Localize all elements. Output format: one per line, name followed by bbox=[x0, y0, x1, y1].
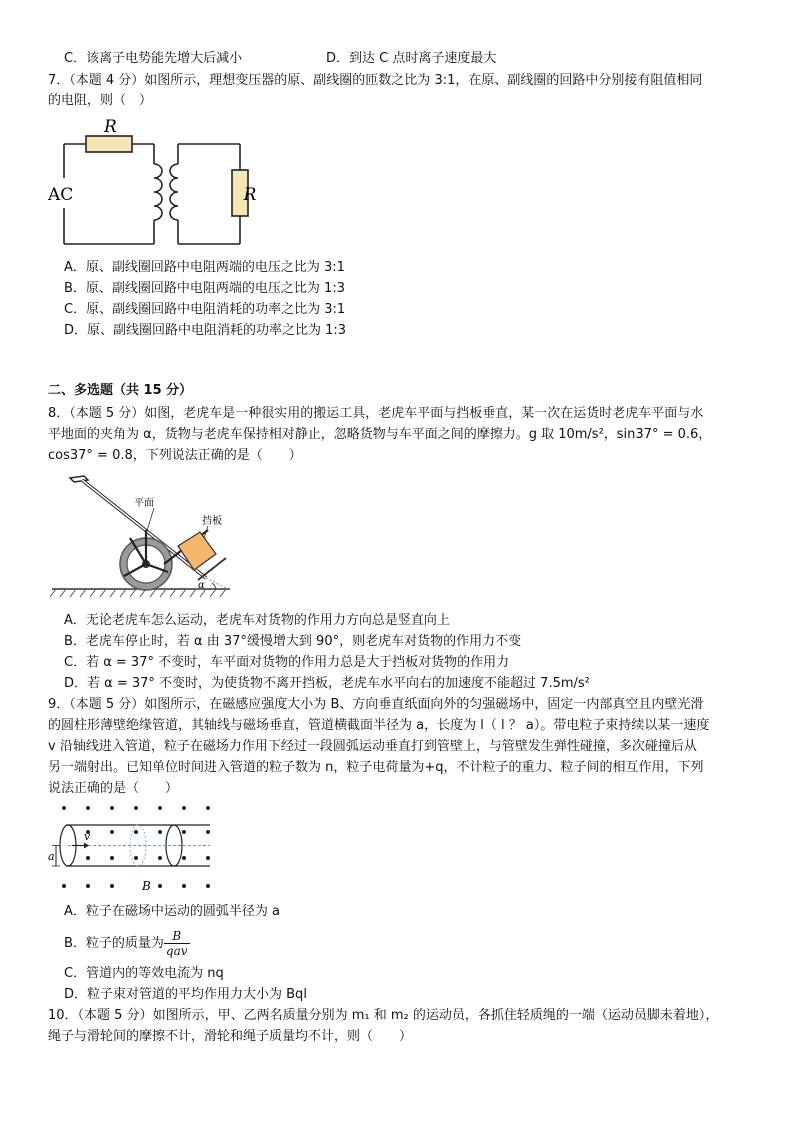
label-r-right: R bbox=[243, 185, 256, 205]
q9-stem-line5: 说法正确的是（ ） bbox=[48, 781, 179, 796]
q7-option-a: A．原、副线圈回路中电阻两端的电压之比为 3:1 bbox=[64, 260, 345, 275]
q9-option-c: C．管道内的等效电流为 nq bbox=[64, 966, 224, 981]
label-plane: 平面 bbox=[134, 498, 154, 509]
q7-option-b: B．原、副线圈回路中电阻两端的电压之比为 1:3 bbox=[64, 281, 345, 296]
q7-stem-line2: 的电阻，则（ ） bbox=[48, 93, 153, 108]
fraction-numerator: B bbox=[164, 929, 190, 944]
q10-stem-line2: 绳子与滑轮间的摩擦不计，滑轮和绳子质量均不计，则（ ） bbox=[48, 1029, 413, 1044]
q9-option-b-fraction bbox=[164, 929, 190, 958]
label-alpha: α bbox=[198, 580, 205, 591]
q8-stem-line3: cos37° = 0.8，下列说法正确的是（ ） bbox=[48, 448, 302, 463]
label-a: a bbox=[48, 850, 55, 863]
q9-stem-line1: 9．（本题 5 分）如图所示，在磁感应强度大小为 B、方向垂直纸面向外的匀强磁场中，固定一内部真空且内壁光滑 bbox=[48, 697, 704, 712]
q8-stem-line2: 平地面的夹角为 α，货物与老虎车保持相对静止，忽略货物与车平面之间的摩擦力。g 取 10m/s²，sin37° = 0.6， bbox=[48, 427, 712, 442]
q7-option-c: C．原、副线圈回路中电阻消耗的功率之比为 3:1 bbox=[64, 302, 346, 317]
q9-option-d: D．粒子束对管道的平均作用力大小为 Bql bbox=[64, 987, 307, 1002]
magnetic-tube-figure bbox=[46, 800, 226, 896]
q9-stem-line2: 的圆柱形薄壁绝缘管道，其轴线与磁场垂直，管道横截面半径为 a，长度为 l（ l ？ a）。带电粒子束持续以某一速度 bbox=[48, 718, 710, 733]
q8-option-d: D．若 α = 37° 不变时，为使货物不离开挡板，老虎车水平向右的加速度不能超过 7.5m/s² bbox=[64, 676, 590, 691]
q9-option-b-prefix: B．粒子的质量为 bbox=[64, 936, 164, 951]
q9-option-b bbox=[64, 927, 190, 961]
q6-option-d: D．到达 C 点时离子速度最大 bbox=[326, 51, 497, 66]
q8-stem-line1: 8．（本题 5 分）如图，老虎车是一种很实用的搬运工具，老虎车平面与挡板垂直，某一次在运货时老虎车平面与水 bbox=[48, 406, 704, 421]
q6-option-c: C．该离子电势能先增大后减小 bbox=[64, 51, 243, 66]
q10-stem-line1: 10．（本题 5 分）如图所示，甲、乙两名质量分别为 m₁ 和 m₂ 的运动员，各抓住轻质绳的一端（运动员脚未着地）， bbox=[48, 1008, 719, 1023]
q9-stem-line4: 另一端射出。已知单位时间进入管道的粒子数为 n，粒子电荷量为+q，不计粒子的重力、粒子间的相互作用，下列 bbox=[48, 760, 704, 775]
transformer-circuit-figure bbox=[46, 116, 256, 252]
label-b: B bbox=[142, 879, 151, 893]
q8-option-a: A．无论老虎车怎么运动，老虎车对货物的作用力方向总是竖直向上 bbox=[64, 613, 450, 628]
label-baffle: 挡板 bbox=[202, 516, 222, 527]
q9-option-a: A．粒子在磁场中运动的圆弧半径为 a bbox=[64, 904, 280, 919]
q7-option-d: D．原、副线圈回路中电阻消耗的功率之比为 1:3 bbox=[64, 323, 347, 338]
label-ac: AC bbox=[48, 185, 74, 205]
q7-stem-line1: 7．（本题 4 分）如图所示，理想变压器的原、副线圈的匝数之比为 3:1，在原、副线圈的回路中分别接有阻值相同 bbox=[48, 73, 703, 88]
q8-option-c: C．若 α = 37° 不变时，车平面对货物的作用力总是大于挡板对货物的作用力 bbox=[64, 655, 510, 670]
label-v: v bbox=[84, 830, 91, 843]
q8-option-b: B．老虎车停止时，若 α 由 37°缓慢增大到 90°，则老虎车对货物的作用力不变 bbox=[64, 634, 522, 649]
section-title: 二、多选题（共 15 分） bbox=[48, 383, 193, 398]
fraction-denominator: qav bbox=[165, 944, 188, 958]
hand-truck-figure bbox=[48, 472, 238, 602]
q9-stem-line3: v 沿轴线进入管道，粒子在磁场力作用下经过一段圆弧运动垂直打到管壁上，与管壁发生弹性碰撞，多次碰撞后从 bbox=[48, 739, 697, 754]
label-r-top: R bbox=[104, 117, 117, 137]
